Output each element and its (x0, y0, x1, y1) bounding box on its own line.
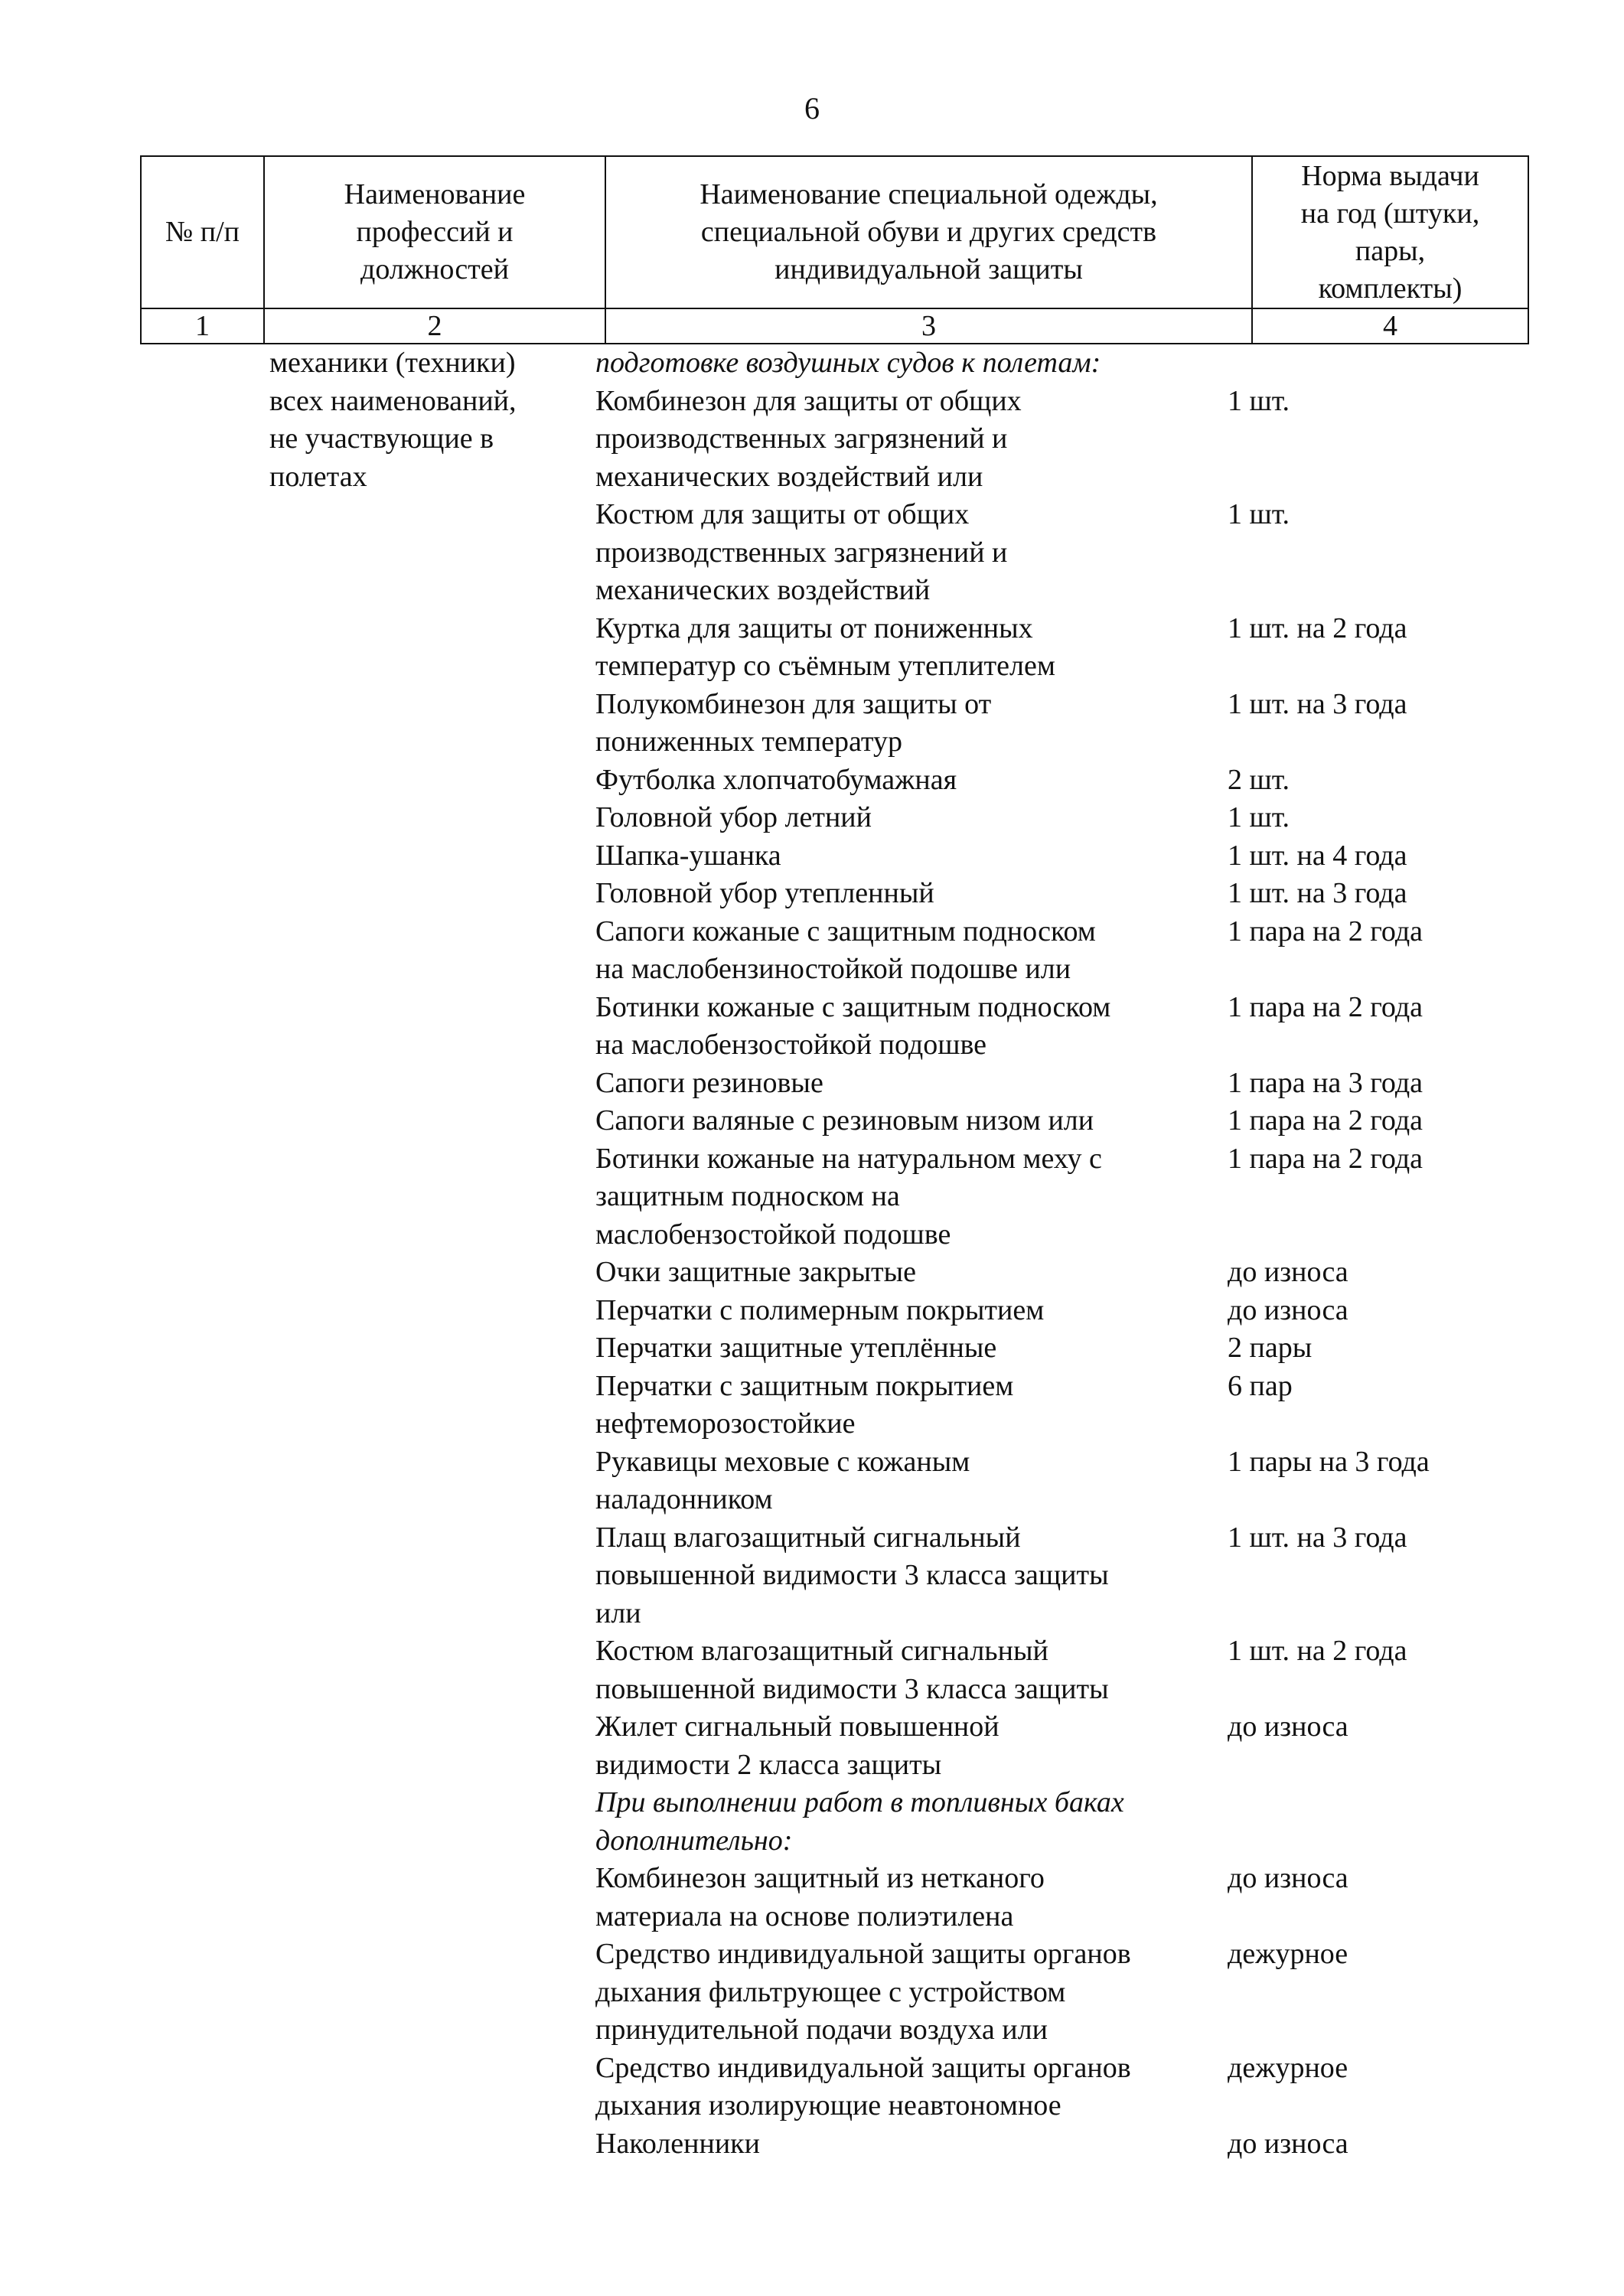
equipment-row (595, 1065, 1506, 1103)
equipment-name-line: Футболка хлопчатобумажная (595, 763, 957, 796)
equipment-name-line: Наколенники (595, 2127, 760, 2160)
issue-norm: до износа (1228, 1256, 1348, 1288)
equipment-name (595, 989, 1228, 1065)
equipment-row (595, 2125, 1506, 2164)
equipment-name-line: Средство индивидуальной защиты органов (595, 1938, 1131, 1970)
header-col-number (141, 156, 264, 308)
equipment-name-line: материала на основе полиэтилена (595, 1900, 1014, 1932)
equipment-name-line: видимости 2 класса защиты (595, 1748, 942, 1781)
equipment-name-line: дополнительно: (595, 1824, 793, 1857)
section-heading-row (595, 344, 1506, 383)
equipment-name-line: принудительной подачи воздуха или (595, 2014, 1048, 2046)
equipment-name-line: Перчатки с полимерным покрытием (595, 1293, 1045, 1326)
header-num-3: 3 (605, 308, 1252, 344)
issue-norm (1437, 1784, 1506, 1860)
equipment-name-line: дыхания фильтрующее с устройством (595, 1975, 1066, 2008)
equipment-name (595, 1936, 1228, 2050)
equipment-name-line: Перчатки с защитным покрытием (595, 1369, 1014, 1402)
equipment-row (595, 1632, 1506, 1708)
equipment-name-line: Ботинки кожаные на натуральном меху с (595, 1142, 1102, 1175)
issue-norm: 1 пара на 2 года (1228, 1142, 1423, 1175)
issue-norm: до износа (1228, 1862, 1348, 1894)
equipment-name (595, 762, 1228, 800)
equipment-name-line: Куртка для защиты от пониженных (595, 612, 1033, 644)
equipment-name-line: Костюм для защиты от общих (595, 498, 970, 530)
equipment-name (595, 799, 1228, 837)
issue-norm: 1 шт. (1228, 801, 1290, 833)
equipment-row (595, 496, 1506, 610)
equipment-row (595, 799, 1506, 837)
equipment-name-line: Костюм влагозащитный сигнальный (595, 1635, 1048, 1667)
equipment-name (595, 1784, 1437, 1860)
issue-norm: 1 пара на 2 года (1228, 990, 1423, 1023)
issue-norm: 1 шт. на 3 года (1228, 1521, 1407, 1554)
issue-norm: 2 шт. (1228, 763, 1290, 796)
issue-norm: до износа (1228, 2127, 1348, 2160)
header-col4-line: комплекты) (1318, 272, 1463, 305)
header-col-norm (1252, 156, 1528, 308)
equipment-name-line: Полукомбинезон для защиты от (595, 687, 992, 720)
equipment-name-line: Головной убор утепленный (595, 877, 934, 909)
equipment-name-line: Ботинки кожаные с защитным подноском (595, 990, 1111, 1023)
issue-norm: дежурное (1228, 1938, 1348, 1970)
issue-norm: 1 шт. на 2 года (1228, 1635, 1407, 1667)
equipment-name-line: Плащ влагозащитный сигнальный (595, 1521, 1021, 1554)
header-col1-line: № п/п (165, 216, 240, 248)
header-num-2: 2 (264, 308, 605, 344)
equipment-row (595, 1329, 1506, 1368)
issue-norm (1437, 344, 1506, 383)
equipment-name-line: дыхания изолирующие неавтономное (595, 2089, 1061, 2122)
header-col-profession (264, 156, 605, 308)
equipment-name-line: Сапоги кожаные с защитным подноском (595, 915, 1096, 947)
issue-norm: 1 шт. на 3 года (1228, 877, 1407, 909)
equipment-list (595, 344, 1506, 2163)
equipment-name (595, 1519, 1228, 1633)
equipment-name (595, 837, 1228, 876)
equipment-name (595, 1443, 1228, 1519)
equipment-row (595, 2050, 1506, 2125)
equipment-name (595, 1102, 1228, 1140)
equipment-row (595, 1936, 1506, 2050)
header-num-1: 1 (141, 308, 264, 344)
equipment-name (595, 2050, 1228, 2125)
equipment-row (595, 989, 1506, 1065)
equipment-row (595, 1292, 1506, 1330)
equipment-name-line: нефтеморозостойкие (595, 1407, 856, 1440)
equipment-name-line: или (595, 1596, 641, 1629)
issue-norm: 1 шт. на 4 года (1228, 839, 1407, 872)
equipment-row (595, 1708, 1506, 1784)
issue-norm: 1 пара на 2 года (1228, 915, 1423, 947)
equipment-name (595, 1065, 1228, 1103)
header-col4-line: на год (штуки, (1300, 197, 1480, 230)
equipment-row (595, 1254, 1506, 1292)
equipment-row (595, 837, 1506, 876)
equipment-name-line: Сапоги резиновые (595, 1066, 823, 1099)
equipment-row (595, 1102, 1506, 1140)
equipment-row (595, 686, 1506, 762)
header-col2-line: профессий и (356, 216, 514, 248)
issue-norm: 6 пар (1228, 1369, 1293, 1402)
issue-norm: 2 пары (1228, 1332, 1313, 1364)
issue-norm: 1 шт. (1228, 384, 1290, 417)
equipment-name (595, 383, 1228, 497)
equipment-row (595, 1860, 1506, 1936)
profession-line: не участвующие в (269, 422, 494, 455)
equipment-row (595, 383, 1506, 497)
equipment-name (595, 875, 1228, 913)
equipment-name (595, 2125, 1228, 2164)
equipment-name (595, 1860, 1228, 1936)
equipment-name-line: повышенной видимости 3 класса защиты (595, 1672, 1109, 1705)
header-num-4: 4 (1252, 308, 1528, 344)
issue-norm: 1 шт. (1228, 498, 1290, 530)
equipment-name-line: наладонником (595, 1483, 773, 1515)
equipment-name (595, 1632, 1228, 1708)
equipment-row (595, 1519, 1506, 1633)
equipment-row (595, 1443, 1506, 1519)
equipment-name-line: Средство индивидуальной защиты органов (595, 2051, 1131, 2084)
equipment-name-line: механических воздействий (595, 574, 931, 606)
issue-norm: 1 пара на 3 года (1228, 1066, 1423, 1099)
issue-norm: 1 пара на 2 года (1228, 1104, 1423, 1137)
equipment-row (595, 913, 1506, 989)
equipment-name-line: Очки защитные закрытые (595, 1256, 917, 1288)
equipment-name-line: температур со съёмным утеплителем (595, 650, 1055, 682)
equipment-name (595, 1368, 1228, 1443)
equipment-name (595, 610, 1228, 686)
profession-line: всех наименований, (269, 384, 517, 417)
equipment-name (595, 1140, 1228, 1254)
issue-norm: 1 шт. на 3 года (1228, 687, 1407, 720)
equipment-row (595, 1368, 1506, 1443)
issue-norm: 1 шт. на 2 года (1228, 612, 1407, 644)
equipment-name-line: Шапка-ушанка (595, 839, 781, 872)
equipment-name (595, 344, 1437, 383)
equipment-name-line: Жилет сигнальный повышенной (595, 1711, 1000, 1743)
equipment-name-line: защитным подноском на (595, 1180, 900, 1212)
header-col3-line: Наименование специальной одежды, (699, 178, 1158, 210)
equipment-name-line: При выполнении работ в топливных баках (595, 1786, 1124, 1818)
equipment-name-line: Комбинезон для защиты от общих (595, 384, 1022, 417)
equipment-name (595, 1708, 1228, 1784)
header-col3-line: специальной обуви и других средств (700, 216, 1157, 248)
equipment-row (595, 875, 1506, 913)
header-col2-line: должностей (360, 253, 509, 285)
equipment-name-line: Комбинезон защитный из нетканого (595, 1862, 1045, 1894)
equipment-name (595, 1254, 1228, 1292)
profession-line: полетах (269, 460, 367, 493)
section-heading-row (595, 1784, 1506, 1860)
equipment-name (595, 1329, 1228, 1368)
equipment-name-line: пониженных температур (595, 726, 903, 758)
equipment-row (595, 762, 1506, 800)
equipment-row (595, 610, 1506, 686)
issue-norm: дежурное (1228, 2051, 1348, 2084)
equipment-name-line: производственных загрязнений и (595, 536, 1008, 569)
equipment-name-line: на маслобензостойкой подошве (595, 1029, 987, 1061)
header-col4-line: Норма выдачи (1301, 159, 1479, 192)
equipment-name-line: повышенной видимости 3 класса защиты (595, 1559, 1109, 1591)
header-col2-line: Наименование (344, 178, 526, 210)
issue-norm: 1 пары на 3 года (1228, 1445, 1430, 1478)
equipment-name (595, 1292, 1228, 1330)
equipment-name-line: Перчатки защитные утеплённые (595, 1332, 997, 1364)
header-col4-line: пары, (1355, 234, 1426, 267)
equipment-name (595, 686, 1228, 762)
header-col3-line: индивидуальной защиты (774, 253, 1083, 285)
table-header (140, 155, 1529, 344)
header-numbers-row (141, 308, 1528, 344)
equipment-name-line: Сапоги валяные с резиновым низом или (595, 1104, 1094, 1137)
equipment-name-line: Рукавицы меховые с кожаным (595, 1445, 970, 1478)
equipment-name-line: маслобензостойкой подошве (595, 1218, 951, 1251)
profession-line: механики (техники) (269, 347, 516, 379)
equipment-name-line: Головной убор летний (595, 801, 872, 833)
header-titles-row (141, 156, 1528, 308)
page-number: 6 (804, 91, 820, 126)
equipment-name-line: производственных загрязнений и (595, 422, 1008, 455)
equipment-name-line: подготовке воздушных судов к полетам: (595, 347, 1101, 379)
issue-norm: до износа (1228, 1293, 1348, 1326)
header-col-equipment (605, 156, 1252, 308)
equipment-name-line: механических воздействий или (595, 460, 983, 493)
equipment-name-line: на маслобензиностойкой подошве или (595, 953, 1071, 985)
issue-norm: до износа (1228, 1711, 1348, 1743)
equipment-name (595, 913, 1228, 989)
profession-cell (269, 344, 583, 496)
equipment-name (595, 496, 1228, 610)
equipment-row (595, 1140, 1506, 1254)
